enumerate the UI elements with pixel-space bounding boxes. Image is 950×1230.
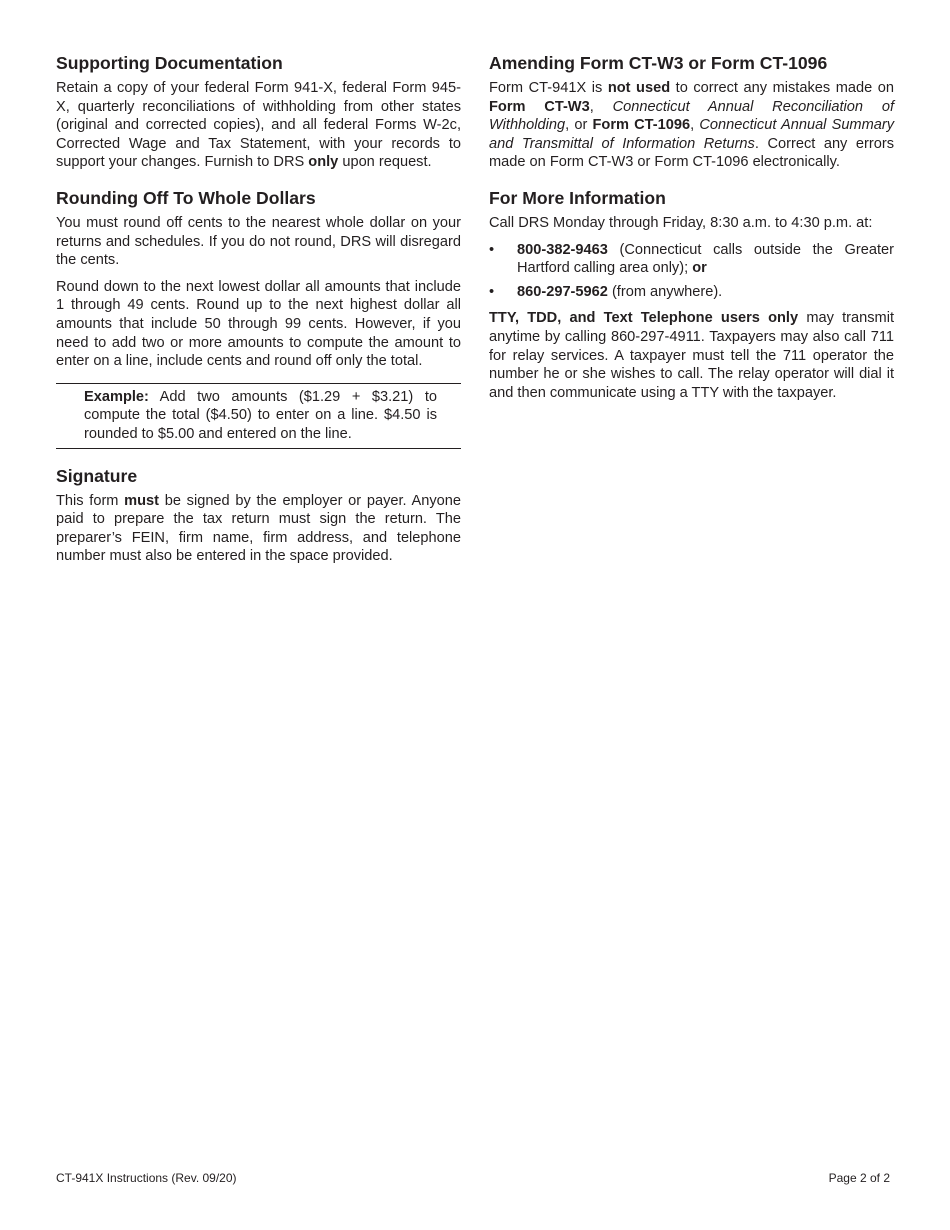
phone-description-2: (from anywhere). bbox=[607, 283, 723, 300]
amending-t4: Form CT-W3 bbox=[489, 98, 590, 115]
rounding-example-box bbox=[56, 383, 461, 449]
amending-section bbox=[489, 52, 894, 172]
signature-paragraph bbox=[56, 492, 461, 566]
rounding-paragraph-1: You must round off cents to the nearest whole dollar on your returns and schedules. If you do not round, DRS will disregard the cents. bbox=[56, 214, 461, 269]
left-column bbox=[56, 52, 461, 581]
signature-text-must: must bbox=[124, 492, 160, 509]
amending-heading: Amending Form CT-W3 or Form CT-1096 bbox=[489, 53, 828, 73]
rounding-heading: Rounding Off To Whole Dollars bbox=[56, 187, 316, 208]
rounding-example-paragraph bbox=[84, 388, 437, 444]
tty-text: may transmit anytime by calling 860-297-4911. Taxpayers may also call 711 for relay services. A taxpayer must tell the 711 operator the number he or she wishes to call. The relay operator will dial it and then communicate using a TTY with the taxpayer. bbox=[489, 310, 895, 401]
bullet-icon: • bbox=[489, 283, 495, 300]
signature-heading: Signature bbox=[56, 465, 138, 486]
supporting-documentation-section bbox=[56, 52, 461, 172]
tty-bold: TTY, TDD, and Text Telephone users only bbox=[489, 310, 799, 327]
supporting-documentation-heading: Supporting Documentation bbox=[56, 53, 283, 73]
tty-paragraph bbox=[489, 309, 894, 402]
signature-text-a: This form bbox=[56, 492, 125, 509]
supporting-text-only: only bbox=[308, 154, 339, 171]
example-text: Add two amounts ($1.29 + $3.21) to compute the total ($4.50) to enter on a line. $4.50 is rounded to $5.00 and entered on the line. bbox=[84, 388, 437, 442]
amending-t1: Form CT-941X is bbox=[489, 80, 608, 96]
amending-t8: Form CT-1096 bbox=[592, 117, 691, 134]
right-column bbox=[489, 52, 894, 417]
more-information-intro: Call DRS Monday through Friday, 8:30 a.m. to 4:30 p.m. at: bbox=[489, 214, 873, 231]
phone-number-2: 860-297-5962 bbox=[517, 283, 608, 300]
footer-form-revision: CT-941X Instructions (Rev. 09/20) bbox=[56, 1171, 237, 1185]
supporting-documentation-paragraph bbox=[56, 79, 461, 172]
more-information-heading: For More Information bbox=[489, 187, 666, 208]
footer-page-number: Page 2 of 2 bbox=[828, 1171, 890, 1185]
phone-list-item-1 bbox=[489, 241, 894, 278]
amending-t10: Connecticut Annual Summary and Transmittal of Information Returns bbox=[489, 117, 895, 152]
rounding-section bbox=[56, 187, 461, 449]
amending-t11: . Correct any errors made on Form CT-W3 or Form CT-1096 electronically. bbox=[489, 135, 894, 171]
phone-number-1: 800-382-9463 bbox=[517, 241, 608, 258]
example-label: Example: bbox=[84, 388, 149, 405]
phone-description-1: (Connecticut calls outside the Greater Hartford calling area only); bbox=[517, 241, 894, 277]
amending-t9: , bbox=[690, 117, 700, 134]
amending-t5: , bbox=[589, 98, 613, 115]
supporting-text-c: upon request. bbox=[338, 154, 432, 171]
amending-t2: not used bbox=[607, 80, 671, 96]
more-information-section bbox=[489, 187, 894, 402]
supporting-text-a: Retain a copy of your federal Form 941-X, federal Form 945-X, quarterly reconciliations of withholding from other states (original and corrected copies), and all federal Forms W-2c, Corrected Wage and Tax Statement, with your records to support your changes. Furnish to DRS bbox=[56, 80, 461, 171]
phone-list-item-2 bbox=[489, 283, 894, 302]
signature-section bbox=[56, 465, 461, 566]
rounding-paragraph-2: Round down to the next lowest dollar all amounts that include 1 through 49 cents. Round up to the next highest dollar all amounts that include 50 through 99 cents. However, if you need to add two or more amounts to compute the amount to enter on a line, include cents and round off only the total. bbox=[56, 278, 461, 370]
phone-list bbox=[489, 241, 894, 302]
signature-text-c: be signed by the employer or payer. Anyone paid to prepare the tax return must sign the return. The preparer’s FEIN, firm name, firm address, and telephone number must also be entered in the space provided. bbox=[56, 492, 461, 565]
amending-t7: , or bbox=[565, 117, 593, 134]
amending-paragraph bbox=[489, 79, 894, 172]
amending-t6: Connecticut Annual Reconciliation of Withholding bbox=[489, 98, 895, 134]
phone-or: or bbox=[692, 260, 707, 277]
bullet-icon: • bbox=[489, 241, 495, 258]
amending-t3: to correct any mistakes made on bbox=[670, 80, 894, 96]
